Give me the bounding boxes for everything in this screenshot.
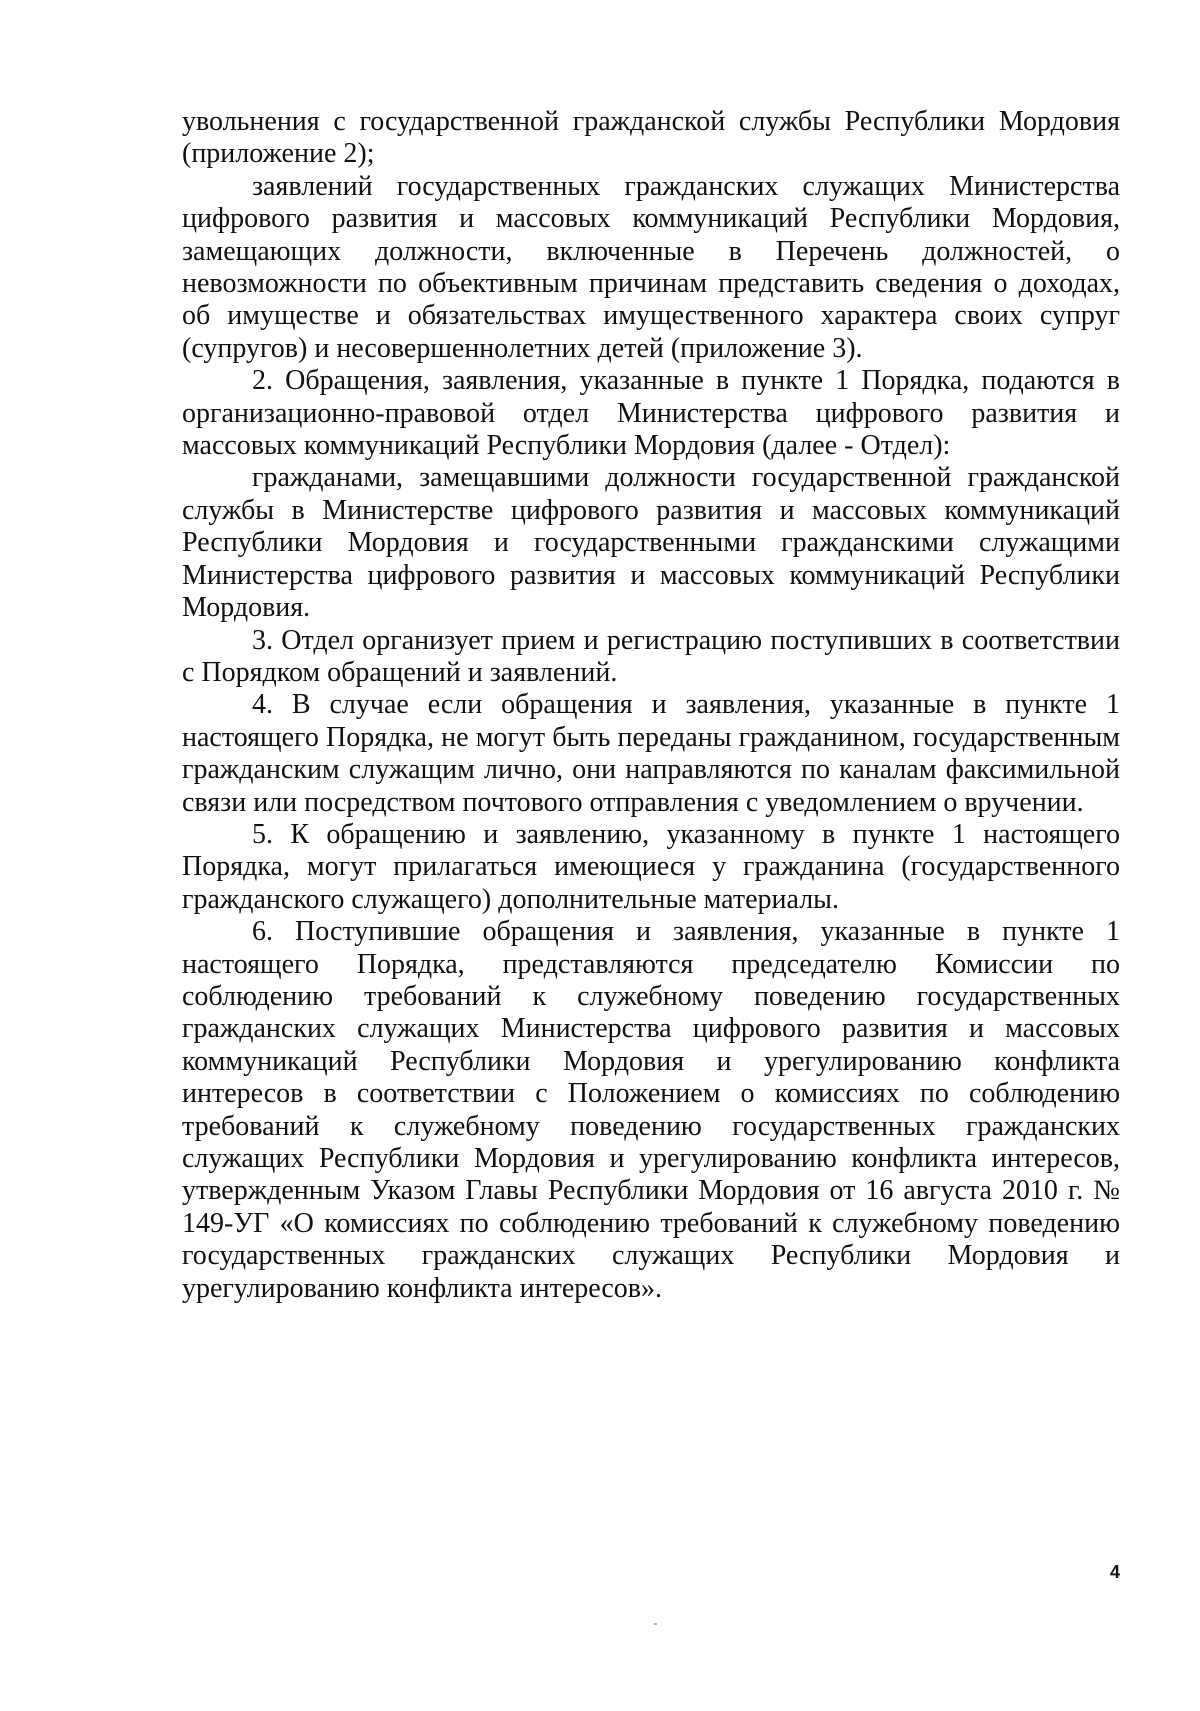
paragraph-4: гражданами, замещавшими должности государственной гражданской службы в Министерстве цифрового развития и массовых коммуникаций Республики Мордовия и государственными гражданскими служащими Министерства цифрового развития и массовых коммуникаций Республики Мордовия.: [182, 462, 1120, 624]
scan-artifact: [654, 1623, 657, 1625]
paragraph-8: 6. Поступившие обращения и заявления, указанные в пункте 1 настоящего Порядка, представляются председателю Комиссии по соблюдению требований к служебному поведению государственных гражданских служащих Министерства цифрового развития и массовых коммуникаций Республики Мордовия и урегулированию конфликта интересов в соответствии с Положением о комиссиях по соблюдению требований к служебному поведению государственных гражданских служащих Республики Мордовия и урегулированию конфликта интересов, утвержденным Указом Главы Республики Мордовия от 16 августа 2010 г. № 149-УГ «О комиссиях по соблюдению требований к служебному поведению государственных гражданских служащих Республики Мордовия и урегулированию конфликта интересов».: [182, 916, 1120, 1304]
paragraph-1: увольнения с государственной гражданской службы Республики Мордовия (приложение 2);: [182, 106, 1120, 170]
paragraph-7: 5. К обращению и заявлению, указанному в пункте 1 настоящего Порядка, могут прилагаться имеющиеся у гражданина (государственного гражданского служащего) дополнительные материалы.: [182, 818, 1120, 915]
paragraph-2: заявлений государственных гражданских служащих Министерства цифрового развития и массовых коммуникаций Республики Мордовия, замещающих должности, включенные в Перечень должностей, о невозможности по объективным причинам представить сведения о доходах, об имуществе и обязательствах имущественного характера своих супруг (супругов) и несовершеннолетних детей (приложение 3).: [182, 170, 1120, 364]
document-body: [182, 106, 1120, 1305]
page-number: 4: [1109, 1562, 1120, 1582]
paragraph-5: 3. Отдел организует прием и регистрацию поступивших в соответствии с Порядком обращений и заявлений.: [182, 624, 1120, 688]
paragraph-3: 2. Обращения, заявления, указанные в пункте 1 Порядка, подаются в организационно-правовой отдел Министерства цифрового развития и массовых коммуникаций Республики Мордовия (далее - Отдел):: [182, 365, 1120, 462]
paragraph-6: 4. В случае если обращения и заявления, указанные в пункте 1 настоящего Порядка, не могут быть переданы гражданином, государственным гражданским служащим лично, они направляются по каналам факсимильной связи или посредством почтового отправления с уведомлением о вручении.: [182, 689, 1120, 818]
